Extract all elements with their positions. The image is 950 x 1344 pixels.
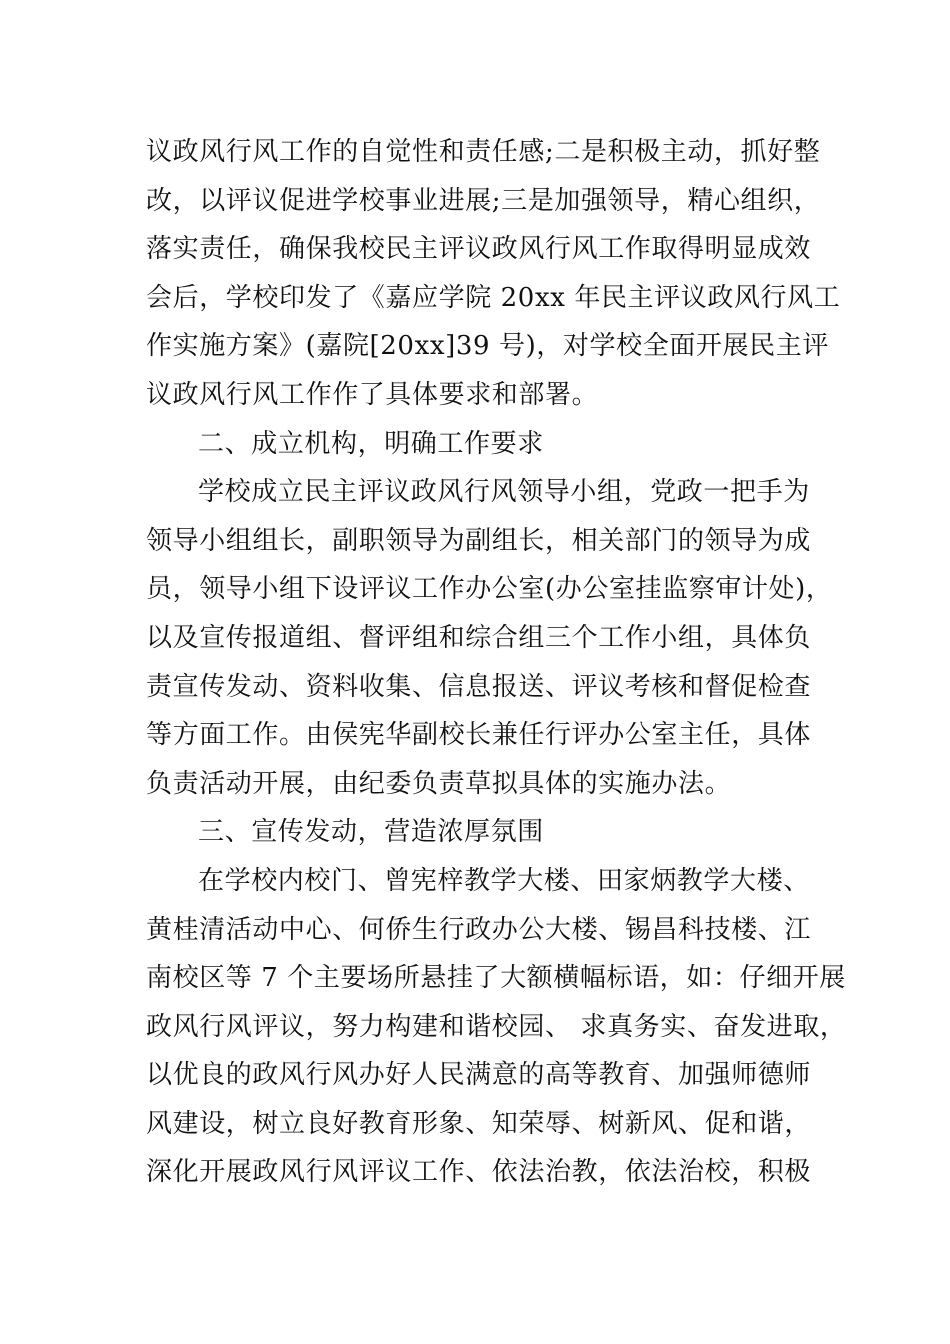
section-heading: 二、成立机构，明确工作要求	[198, 428, 544, 459]
section-heading: 三、宣传发动，营造浓厚氛围	[198, 817, 544, 848]
text-line: 深化开展政风行风评议工作、依法治教，依法治校，积极	[146, 1157, 812, 1188]
text-line: 南校区等 7 个主要场所悬挂了大额横幅标语，如：仔细开展	[146, 963, 846, 994]
text-line: 议政风行风工作的自觉性和责任感;二是积极主动，抓好整	[146, 137, 821, 167]
text-line: 领导小组组长，副职领导为副组长，相关部门的领导为成	[146, 525, 812, 556]
text-line: 责宣传发动、资料收集、信息报送、评议考核和督促检查	[146, 671, 812, 702]
text-line: 以及宣传报道组、督评组和综合组三个工作小组，具体负	[146, 622, 812, 653]
text-line: 员，领导小组下设评议工作办公室(办公室挂监察审计处)，	[146, 574, 833, 605]
text-line: 改，以评议促进学校事业进展;三是加强领导，精心组织，	[146, 185, 821, 216]
text-line: 以优良的政风行风办好人民满意的高等教育、加强师德师	[146, 1060, 812, 1091]
text-line: 会后，学校印发了《嘉应学院 20xx 年民主评议政风行风工	[146, 282, 841, 313]
text-line: 落实责任，确保我校民主评议政风行风工作取得明显成效	[146, 234, 812, 265]
text-line: 作实施方案》(嘉院[20xx]39 号)，对学校全面开展民主评	[146, 331, 829, 362]
text-line: 黄桂清活动中心、何侨生行政办公大楼、锡昌科技楼、江	[146, 914, 812, 945]
text-line: 政风行风评议，努力构建和谐校园、 求真务实、奋发进取，	[146, 1011, 847, 1042]
text-line: 在学校内校门、曾宪梓教学大楼、田家炳教学大楼、	[198, 865, 810, 896]
document-body	[146, 128, 847, 1197]
text-line: 负责活动开展，由纪委负责草拟具体的实施办法。	[146, 768, 732, 799]
text-line: 议政风行风工作作了具体要求和部署。	[146, 379, 599, 410]
text-line: 等方面工作。由侯宪华副校长兼任行评办公室主任，具体	[146, 720, 812, 751]
text-line: 风建设，树立良好教育形象、知荣辱、树新风、促和谐，	[146, 1108, 812, 1139]
text-line: 学校成立民主评议政风行风领导小组，党政一把手为	[198, 477, 810, 508]
